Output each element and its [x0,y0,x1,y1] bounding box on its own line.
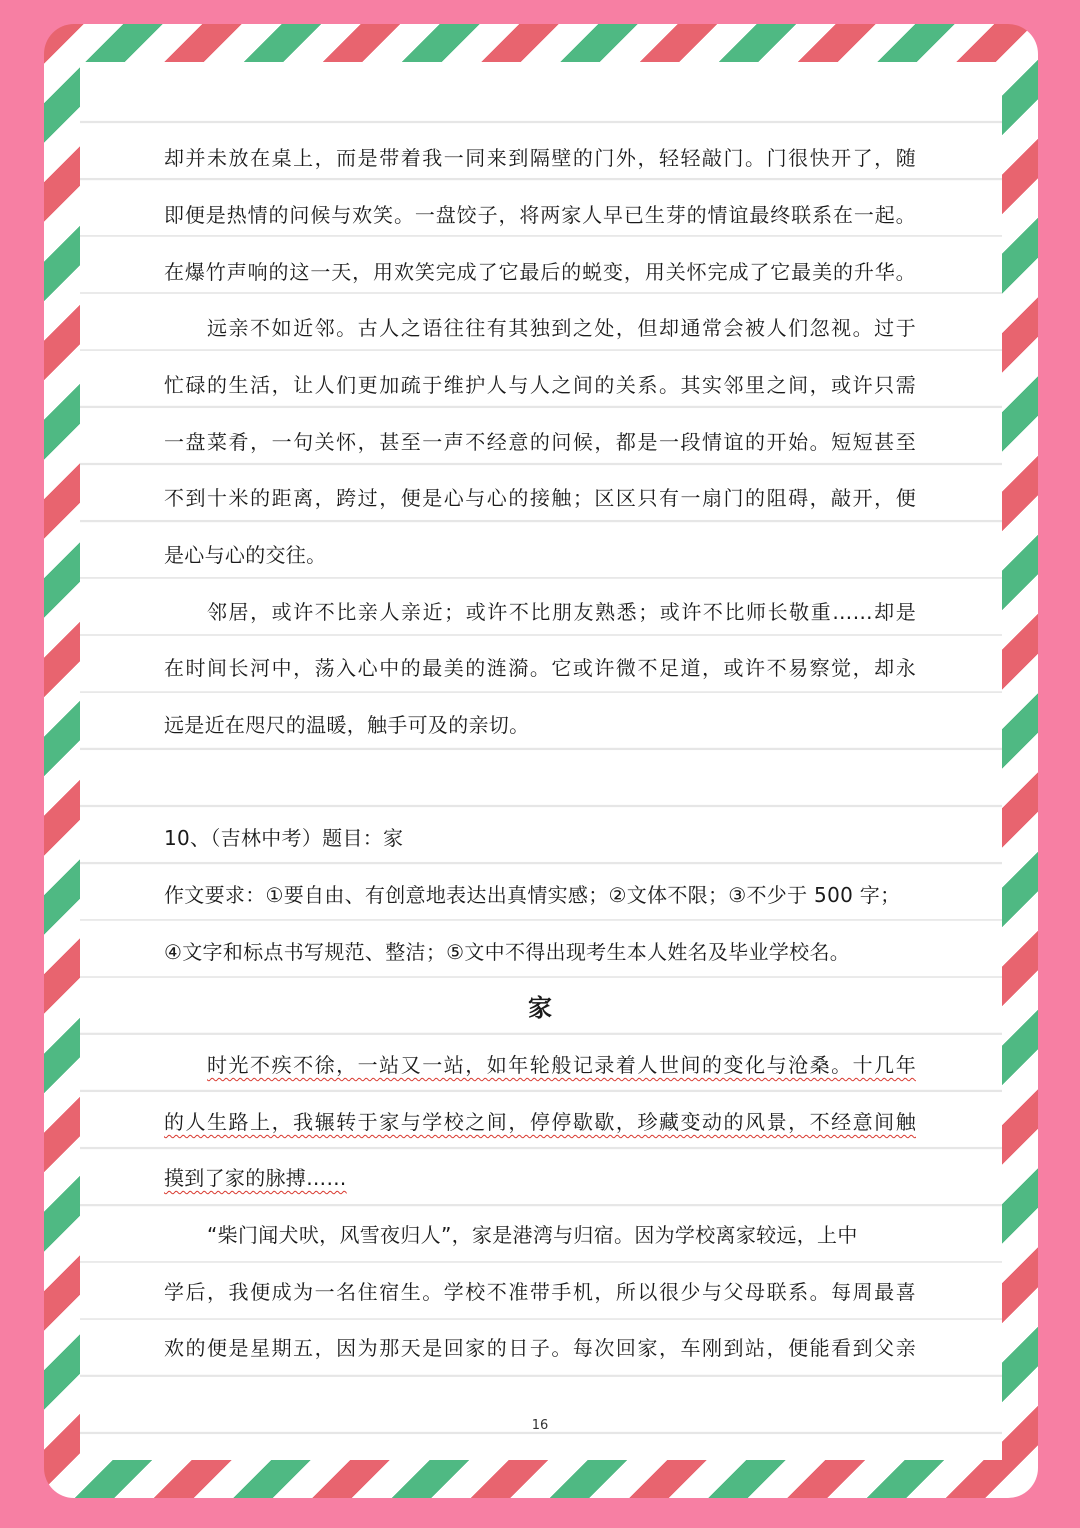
highlighted-text: 时光不疾不徐，一站又一站，如年轮般记录着人世间的变化与沧桑。十几年 [207,1053,916,1077]
question-requirement-1: 作文要求：①要自由、有创意地表达出真情实感；②文体不限；③不少于 500 字； [164,883,901,907]
highlighted-text: 的人生路上，我辗转于家与学校之间，停停歇歇，珍藏变动的风景，不经意间触 [164,1110,916,1134]
essay2-line-4: “柴门闻犬吠，风雪夜归人”，家是港湾与归宿。因为学校离家较远，上中 [207,1223,858,1247]
essay1-line-1: 却并未放在桌上，而是带着我一同来到隔壁的门外，轻轻敲门。门很快开了，随 [164,146,916,170]
essay2-line-3 [164,1163,347,1193]
highlighted-text: 摸到了家的脉搏…… [164,1166,347,1190]
essay1-line-6: 一盘菜肴，一句关怀，甚至一声不经意的问候，都是一段情谊的开始。短短甚至 [164,430,916,454]
essay2-line-1 [207,1050,916,1080]
essay1-line-8: 是心与心的交往。 [164,543,327,567]
page-number: 16 [531,1418,549,1433]
question-requirement-2: ④文字和标点书写规范、整洁；⑤文中不得出现考生本人姓名及毕业学校名。 [164,940,851,964]
essay1-line-9: 邻居，或许不比亲人亲近；或许不比朋友熟悉；或许不比师长敬重……却是 [207,600,916,624]
question-title: 10、（吉林中考）题目：家 [164,826,404,850]
essay1-line-7: 不到十米的距离，跨过，便是心与心的接触；区区只有一扇门的阻碍，敲开，便 [164,486,916,510]
essay1-line-10: 在时间长河中，荡入心中的最美的涟漪。它或许微不足道，或许不易察觉，却永 [164,656,916,680]
essay1-line-4: 远亲不如近邻。古人之语往往有其独到之处，但却通常会被人们忽视。过于 [207,316,916,340]
essay1-line-2: 即便是热情的问候与欢笑。一盘饺子，将两家人早已生芽的情谊最终联系在一起。 [164,203,916,227]
essay1-line-11: 远是近在咫尺的温暖，触手可及的亲切。 [164,713,530,737]
essay2-line-2 [164,1107,916,1137]
essay-heading: 家 [528,994,552,1022]
essay1-line-3: 在爆竹声响的这一天，用欢笑完成了它最后的蜕变，用关怀完成了它最美的升华。 [164,260,916,284]
essay1-line-5: 忙碌的生活，让人们更加疏于维护人与人之间的关系。其实邻里之间，或许只需 [164,373,916,397]
essay2-line-5: 学后，我便成为一名住宿生。学校不准带手机，所以很少与父母联系。每周最喜 [164,1280,916,1304]
essay2-line-6: 欢的便是星期五，因为那天是回家的日子。每次回家，车刚到站，便能看到父亲 [164,1336,916,1360]
